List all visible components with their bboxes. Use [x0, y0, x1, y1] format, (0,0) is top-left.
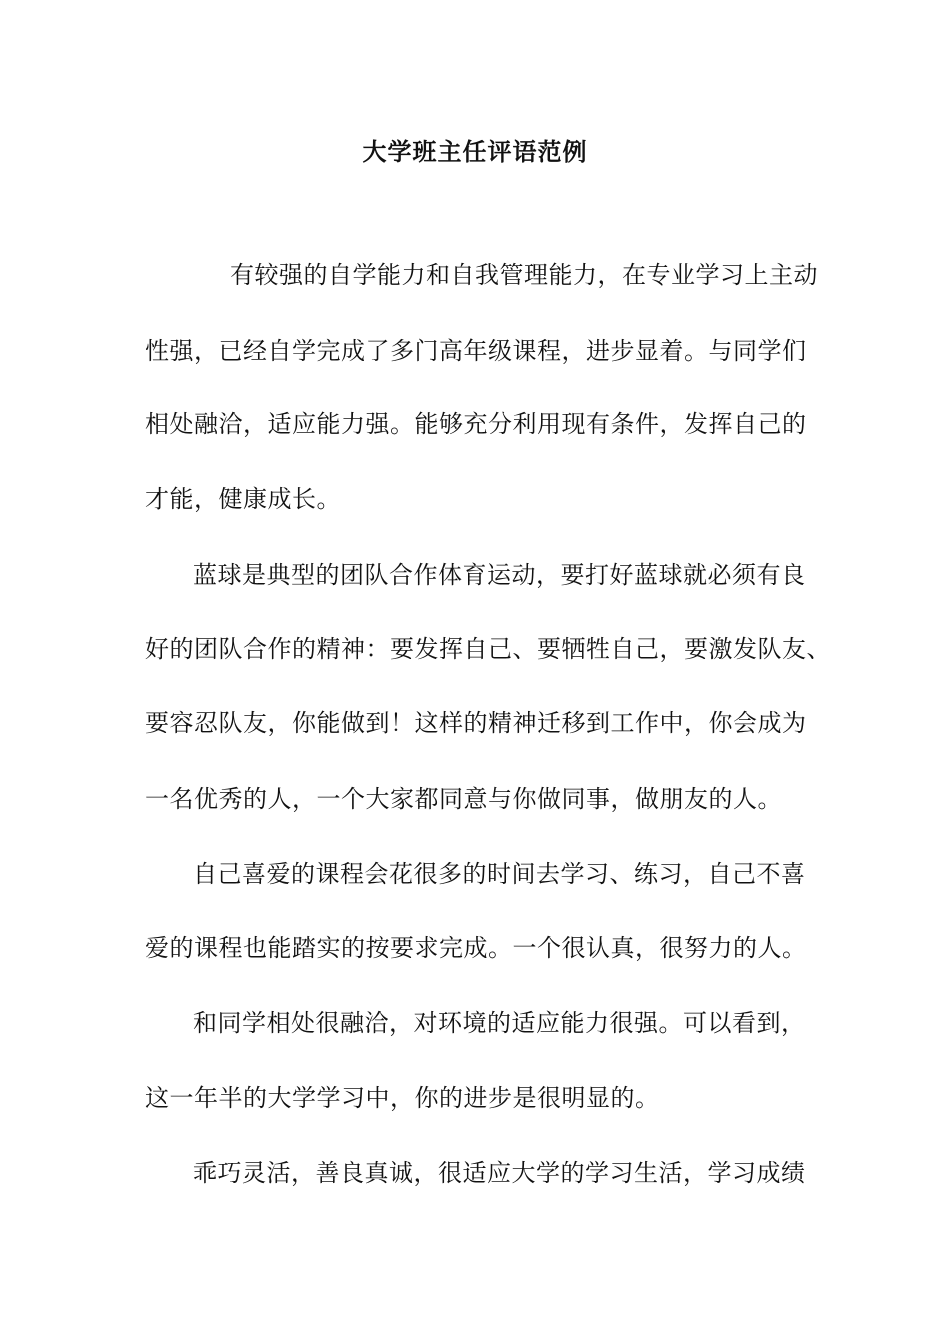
- paragraph-2-line-4: 一名优秀的人，一个大家都同意与你做同事，做朋友的人。: [145, 785, 782, 813]
- paragraph-1-line-3: 相处融洽，适应能力强。能够充分利用现有条件，发挥自己的: [145, 410, 807, 438]
- paragraph-2-line-2: 好的团队合作的精神：要发挥自己、要牺牲自己，要激发队友、: [145, 635, 831, 663]
- paragraph-3-line-2: 爱的课程也能踏实的按要求完成。一个很认真，很努力的人。: [145, 934, 807, 962]
- paragraph-1-line-4: 才能，健康成长。: [145, 485, 341, 513]
- paragraph-5-line-1: 乖巧灵活，善良真诚，很适应大学的学习生活，学习成绩: [193, 1159, 806, 1187]
- paragraph-2-line-1: 蓝球是典型的团队合作体育运动，要打好蓝球就必须有良: [193, 561, 806, 589]
- document-title: 大学班主任评语范例: [362, 137, 588, 166]
- paragraph-2-line-3: 要容忍队友，你能做到！这样的精神迁移到工作中，你会成为: [145, 709, 807, 737]
- paragraph-1-line-1: 有较强的自学能力和自我管理能力，在专业学习上主动: [230, 261, 818, 289]
- paragraph-1-line-2: 性强，已经自学完成了多门高年级课程，进步显着。与同学们: [145, 337, 807, 365]
- paragraph-4-line-2: 这一年半的大学学习中，你的进步是很明显的。: [145, 1084, 660, 1112]
- paragraph-4-line-1: 和同学相处很融洽，对环境的适应能力很强。可以看到，: [193, 1009, 806, 1037]
- paragraph-3-line-1: 自己喜爱的课程会花很多的时间去学习、练习，自己不喜: [193, 860, 806, 888]
